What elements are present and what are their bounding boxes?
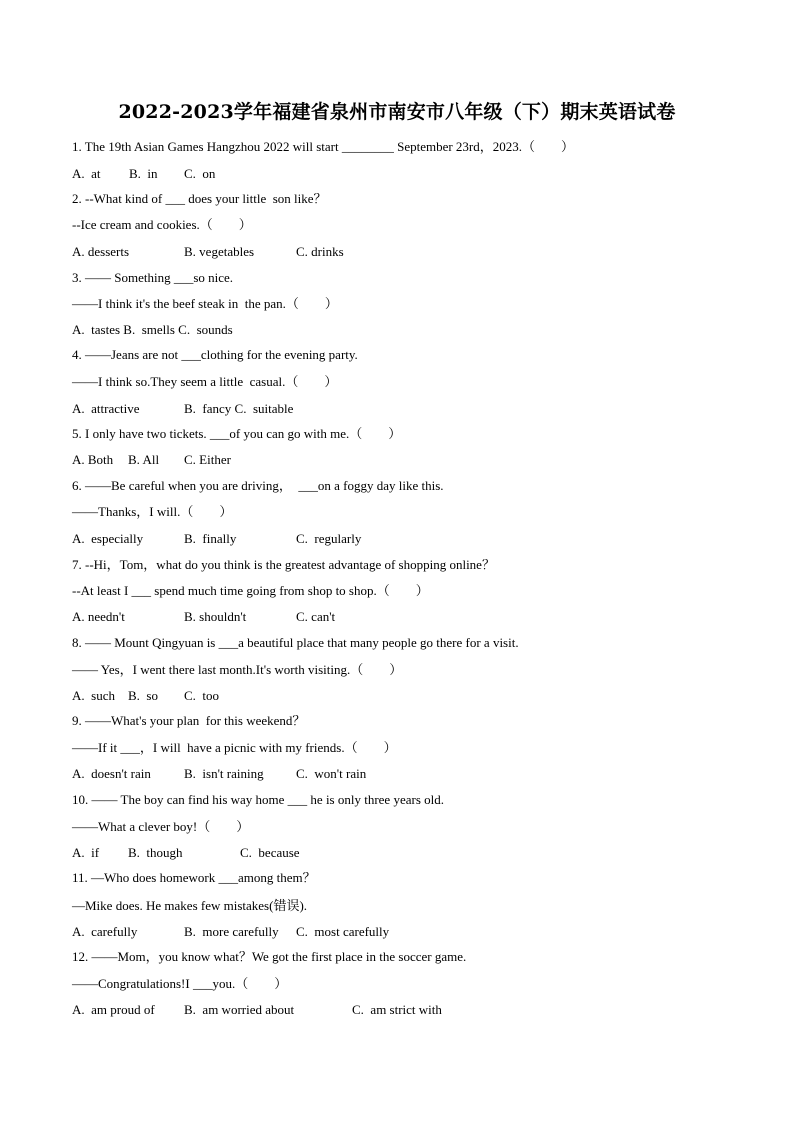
q7-option-c: C. can't <box>296 609 336 624</box>
q4-option-a: A. attractive <box>72 401 140 416</box>
q7-option-a: A. needn't <box>72 609 125 624</box>
q3-options: A. tastes B. smells C. sounds <box>72 322 233 337</box>
q8-option-a: A. such <box>72 688 115 703</box>
q1-option-c: C. on <box>184 166 216 181</box>
question-2-reply: --Ice cream and cookies.（ ） <box>72 217 252 232</box>
question-2: 2. --What kind of ___ does your little son like？ <box>72 191 327 206</box>
q5-option-c: C. Either <box>184 452 231 467</box>
q1-option-b: B. in <box>129 166 158 181</box>
q6-option-a: A. especially <box>72 531 144 546</box>
question-11-reply: —Mike does. He makes few mistakes(错误). <box>72 898 308 913</box>
q12-option-c: C. am strict with <box>352 1002 442 1017</box>
exam-title: 2022-2023学年福建省泉州市南安市八年级（下）期末英语试卷 <box>118 101 676 123</box>
question-4: 4. ——Jeans are not ___clothing for the evening party. <box>72 347 358 362</box>
q2-option-c: C. drinks <box>296 244 344 259</box>
question-6-reply: ——Thanks，I will.（ ） <box>72 504 233 519</box>
q5-option-a: A. Both <box>72 452 114 467</box>
q1-option-a: A. at <box>72 166 101 181</box>
question-3-reply: ——I think it's the beef steak in the pan.（ ） <box>72 296 338 311</box>
q6-option-b: B. finally <box>184 531 237 546</box>
q10-option-a: A. if <box>72 845 100 860</box>
q9-option-c: C. won't rain <box>296 766 367 781</box>
q2-option-a: A. desserts <box>72 244 130 259</box>
question-5: 5. I only have two tickets. ___of you can go with me.（ ） <box>72 426 402 441</box>
q12-option-a: A. am proud of <box>72 1002 155 1017</box>
q9-option-b: B. isn't raining <box>184 766 264 781</box>
question-3: 3. —— Something ___so nice. <box>72 270 234 285</box>
question-8: 8. —— Mount Qingyuan is ___a beautiful place that many people go there for a visit. <box>72 635 519 650</box>
question-6: 6. ——Be careful when you are driving， ___on a foggy day like this. <box>72 478 444 493</box>
q7-option-b: B. shouldn't <box>184 609 247 624</box>
question-9-reply: ——If it ___，I will have a picnic with my friends.（ ） <box>72 740 397 755</box>
q6-option-c: C. regularly <box>296 531 362 546</box>
q8-option-c: C. too <box>184 688 220 703</box>
question-4-reply: ——I think so.They seem a little casual.（ ） <box>72 374 338 389</box>
q10-option-c: C. because <box>240 845 300 860</box>
q11-option-c: C. most carefully <box>296 924 390 939</box>
question-10: 10. —— The boy can find his way home ___ he is only three years old. <box>72 792 444 807</box>
q4-option-bc: B. fancy C. suitable <box>184 401 294 416</box>
q12-option-b: B. am worried about <box>184 1002 295 1017</box>
question-7: 7. --Hi，Tom，what do you think is the greatest advantage of shopping online？ <box>72 557 495 572</box>
question-11: 11. —Who does homework ___among them？ <box>72 870 316 885</box>
q8-option-b: B. so <box>128 688 158 703</box>
q11-option-a: A. carefully <box>72 924 138 939</box>
question-12: 12. ——Mom，you know what？We got the first place in the soccer game. <box>72 949 467 964</box>
question-10-reply: ——What a clever boy!（ ） <box>72 819 250 834</box>
q11-option-b: B. more carefully <box>184 924 279 939</box>
question-8-reply: —— Yes，I went there last month.It's worth visiting.（ ） <box>72 662 403 677</box>
q2-option-b: B. vegetables <box>184 244 255 259</box>
q9-option-a: A. doesn't rain <box>72 766 151 781</box>
question-1: 1. The 19th Asian Games Hangzhou 2022 will start ________ September 23rd，2023.（ ） <box>72 139 575 154</box>
q5-option-b: B. All <box>128 452 160 467</box>
question-9: 9. ——What's your plan for this weekend？ <box>72 713 306 728</box>
question-7-reply: --At least I ___ spend much time going from shop to shop.（ ） <box>72 583 429 598</box>
question-12-reply: ——Congratulations!I ___you.（ ） <box>72 976 288 991</box>
q10-option-b: B. though <box>128 845 183 860</box>
